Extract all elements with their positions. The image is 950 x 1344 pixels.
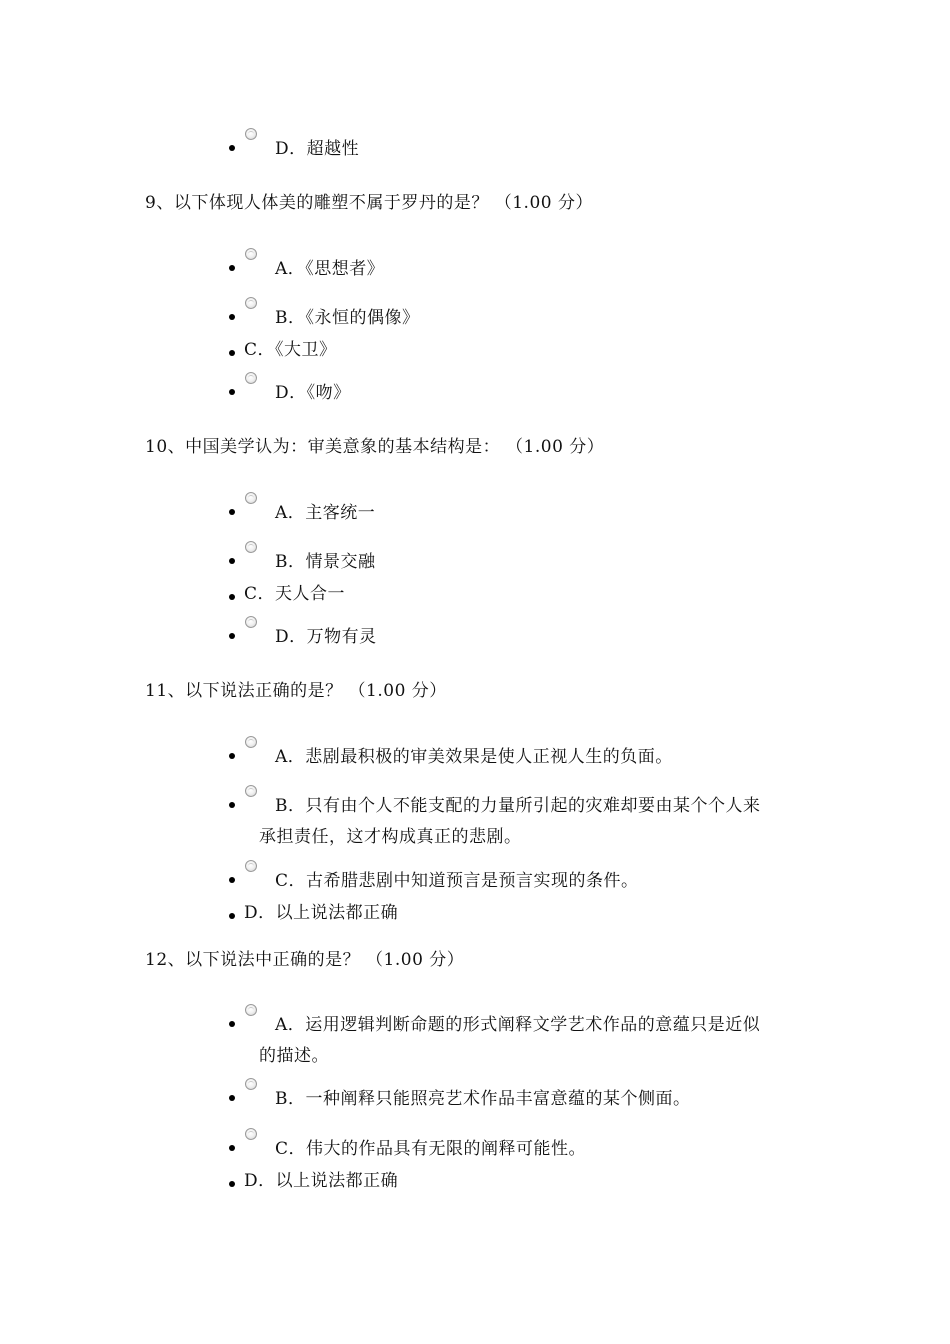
radio-button-icon[interactable] xyxy=(245,1078,257,1090)
question-12-title: 12、以下说法中正确的是？ （1.00 分） xyxy=(145,950,465,970)
radio-button-icon[interactable] xyxy=(245,860,257,872)
bullet-icon xyxy=(229,314,235,320)
option-q9-d[interactable] xyxy=(229,372,829,402)
bullet-icon xyxy=(229,389,235,395)
question-9-title: 9、以下体现人体美的雕塑不属于罗丹的是？ （1.00 分） xyxy=(145,193,593,213)
option-label: D．超越性 xyxy=(275,139,360,159)
option-q10-c[interactable] xyxy=(229,577,829,607)
option-label: C．古希腊悲剧中知道预言是预言实现的条件。 xyxy=(275,871,639,891)
option-q10-a[interactable] xyxy=(229,492,829,522)
option-label: B．只有由个人不能支配的力量所引起的灾难却要由某个个人来 xyxy=(275,796,761,816)
radio-button-icon[interactable] xyxy=(245,492,257,504)
bullet-icon xyxy=(229,913,235,919)
bullet-icon xyxy=(229,350,235,356)
option-label: D．以上说法都正确 xyxy=(244,1171,399,1191)
question-10-title: 10、中国美学认为：审美意象的基本结构是： （1.00 分） xyxy=(145,437,605,457)
bullet-icon xyxy=(229,265,235,271)
option-label: D．《吻》 xyxy=(275,383,351,403)
option-label: A．运用逻辑判断命题的形式阐释文学艺术作品的意蕴只是近似 xyxy=(275,1015,761,1035)
bullet-icon xyxy=(229,1181,235,1187)
option-label: A．悲剧最积极的审美效果是使人正视人生的负面。 xyxy=(275,747,673,767)
question-11-title: 11、以下说法正确的是？ （1.00 分） xyxy=(145,681,447,701)
bullet-icon xyxy=(229,594,235,600)
option-q9-b[interactable] xyxy=(229,297,829,327)
option-label: B．《永恒的偶像》 xyxy=(275,308,420,328)
option-label: A．《思想者》 xyxy=(275,259,385,279)
option-label: D．万物有灵 xyxy=(275,627,377,647)
option-q12-a[interactable] xyxy=(229,1004,829,1066)
option-label: D．以上说法都正确 xyxy=(244,903,399,923)
radio-button-icon[interactable] xyxy=(245,248,257,260)
option-q9-c[interactable] xyxy=(229,333,829,363)
bullet-icon xyxy=(229,1095,235,1101)
radio-button-icon[interactable] xyxy=(245,128,257,140)
option-label: B．一种阐释只能照亮艺术作品丰富意蕴的某个侧面。 xyxy=(275,1089,691,1109)
radio-button-icon[interactable] xyxy=(245,736,257,748)
option-q11-c[interactable] xyxy=(229,860,829,890)
option-q9-a[interactable] xyxy=(229,248,829,278)
option-q12-d[interactable] xyxy=(229,1164,829,1194)
option-q8-d[interactable] xyxy=(229,128,829,158)
radio-button-icon[interactable] xyxy=(245,1128,257,1140)
bullet-icon xyxy=(229,1021,235,1027)
option-q11-a[interactable] xyxy=(229,736,829,766)
option-q11-d[interactable] xyxy=(229,896,829,926)
option-q11-b[interactable] xyxy=(229,785,829,847)
bullet-icon xyxy=(229,1145,235,1151)
option-label: C．伟大的作品具有无限的阐释可能性。 xyxy=(275,1139,587,1159)
option-q10-d[interactable] xyxy=(229,616,829,646)
option-label: B．情景交融 xyxy=(275,552,376,572)
option-label-continued: 承担责任，这才构成真正的悲剧。 xyxy=(259,827,522,847)
radio-button-icon[interactable] xyxy=(245,1004,257,1016)
option-q12-b[interactable] xyxy=(229,1078,829,1108)
radio-button-icon[interactable] xyxy=(245,372,257,384)
radio-button-icon[interactable] xyxy=(245,616,257,628)
option-label: C．天人合一 xyxy=(244,584,346,604)
radio-button-icon[interactable] xyxy=(245,785,257,797)
option-label: C．《大卫》 xyxy=(244,340,337,360)
bullet-icon xyxy=(229,802,235,808)
option-q10-b[interactable] xyxy=(229,541,829,571)
bullet-icon xyxy=(229,877,235,883)
option-label: A．主客统一 xyxy=(275,503,376,523)
radio-button-icon[interactable] xyxy=(245,541,257,553)
bullet-icon xyxy=(229,558,235,564)
bullet-icon xyxy=(229,145,235,151)
radio-button-icon[interactable] xyxy=(245,297,257,309)
bullet-icon xyxy=(229,633,235,639)
option-q12-c[interactable] xyxy=(229,1128,829,1158)
option-label-continued: 的描述。 xyxy=(259,1046,329,1066)
bullet-icon xyxy=(229,509,235,515)
bullet-icon xyxy=(229,753,235,759)
